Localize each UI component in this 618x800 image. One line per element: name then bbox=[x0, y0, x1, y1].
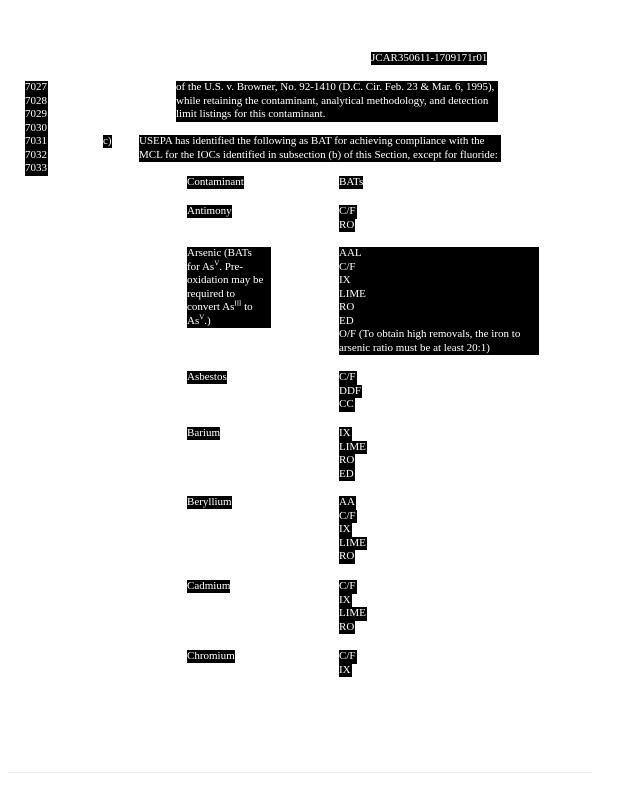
paragraph-line: while retaining the contaminant, analytical methodology, and detection bbox=[176, 94, 489, 107]
bat-item: RO bbox=[339, 550, 355, 562]
bat-item: RO bbox=[339, 620, 355, 633]
bat-item: LIME bbox=[339, 607, 366, 619]
text-fragment: . Pre- bbox=[219, 260, 244, 273]
superscript: V bbox=[214, 258, 220, 267]
bat-item: C/F bbox=[339, 205, 356, 217]
contaminant-name: Asbestos bbox=[187, 371, 227, 383]
text-fragment: convert As bbox=[187, 301, 235, 313]
contaminant-name-arsenic bbox=[187, 247, 271, 328]
contaminant-line: Arsenic (BATs bbox=[187, 247, 252, 259]
bat-item: C/F bbox=[339, 650, 356, 662]
subsection-c-paragraph bbox=[139, 135, 501, 162]
bat-item: C/F bbox=[339, 580, 356, 592]
bat-item: RO bbox=[339, 454, 355, 466]
bat-item: CC bbox=[339, 398, 354, 410]
bat-item: LIME bbox=[339, 536, 366, 549]
paragraph-line: limit listings for this contaminant. bbox=[176, 108, 326, 120]
bat-list bbox=[339, 580, 367, 634]
bat-item: IX bbox=[339, 427, 351, 439]
paragraph-line: of the U.S. v. Browner, No. 92-1410 (D.C. Cir. Feb. 23 & Mar. 6, 1995), bbox=[176, 81, 495, 93]
bat-list bbox=[339, 496, 367, 564]
contaminant-name: Barium bbox=[187, 427, 220, 439]
paragraph-line: USEPA has identified the following as BAT for achieving compliance with the bbox=[139, 135, 485, 147]
bat-item: IX bbox=[339, 274, 351, 286]
contaminant-line: required to bbox=[187, 287, 235, 300]
bat-item: ED bbox=[339, 467, 354, 480]
footer-divider bbox=[8, 772, 592, 773]
document-id: JCAR350611-1709171r01 bbox=[371, 52, 488, 64]
subsection-label: c) bbox=[103, 135, 112, 147]
bat-item: ED bbox=[339, 314, 354, 327]
bat-item: C/F bbox=[339, 371, 356, 383]
line-number: 7029 bbox=[25, 108, 47, 120]
bat-item: LIME bbox=[339, 440, 366, 453]
contaminant-name: Cadmium bbox=[187, 580, 231, 592]
text-fragment: for As bbox=[187, 260, 215, 273]
contaminant-name: Chromium bbox=[187, 650, 235, 662]
bat-list-arsenic bbox=[339, 247, 539, 355]
bat-item: RO bbox=[339, 218, 355, 231]
line-number: 7027 bbox=[25, 81, 47, 93]
bat-list bbox=[339, 650, 357, 677]
table-header-contaminant: Contaminant bbox=[187, 176, 244, 188]
contaminant-line: oxidation may be bbox=[187, 274, 264, 286]
line-number: 7032 bbox=[25, 148, 47, 161]
bat-item: DDF bbox=[339, 384, 362, 397]
superscript: V bbox=[199, 312, 205, 321]
text-fragment: As bbox=[187, 314, 200, 327]
bat-item: C/F bbox=[339, 260, 356, 273]
line-number-column bbox=[25, 81, 48, 176]
contaminant-name: Antimony bbox=[187, 205, 232, 217]
text-fragment: to bbox=[241, 301, 253, 313]
bat-list bbox=[339, 205, 357, 232]
contaminant-name: Beryllium bbox=[187, 496, 232, 508]
text-fragment: .) bbox=[204, 314, 211, 327]
bat-item: IX bbox=[339, 663, 351, 676]
bat-item: IX bbox=[339, 593, 351, 606]
bat-list bbox=[339, 427, 367, 481]
line-number: 7030 bbox=[25, 121, 47, 134]
bat-item: arsenic ratio must be at least 20:1) bbox=[339, 341, 490, 354]
superscript: III bbox=[234, 299, 242, 308]
table-header-bats: BATs bbox=[339, 176, 364, 188]
line-number: 7028 bbox=[25, 94, 47, 107]
line-number: 7033 bbox=[25, 162, 47, 174]
bat-item: RO bbox=[339, 301, 355, 313]
bat-list bbox=[339, 371, 362, 412]
contaminant-line bbox=[187, 258, 271, 275]
bat-item: AAL bbox=[339, 247, 362, 259]
bat-item: LIME bbox=[339, 287, 366, 300]
contaminant-line bbox=[187, 312, 271, 329]
intro-paragraph bbox=[176, 81, 498, 122]
bat-item: C/F bbox=[339, 509, 356, 522]
bat-item: O/F (To obtain high removals, the iron to bbox=[339, 328, 521, 340]
line-number: 7031 bbox=[25, 135, 47, 147]
paragraph-line: MCL for the IOCs identified in subsection (b) of this Section, except for fluoride: bbox=[139, 148, 498, 161]
bat-item: AA bbox=[339, 496, 355, 508]
bat-item: IX bbox=[339, 523, 351, 535]
